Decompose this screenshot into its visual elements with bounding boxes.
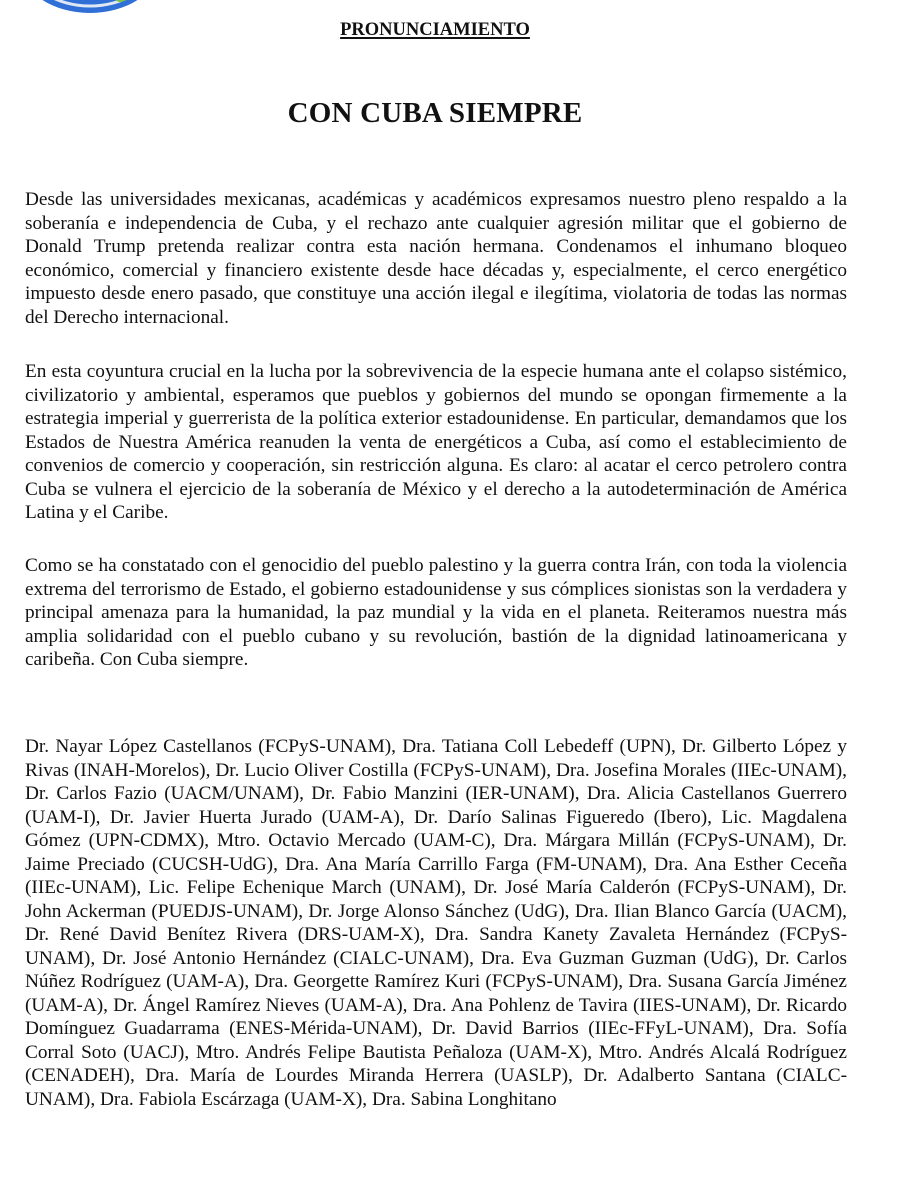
paragraph-3: Como se ha constatado con el genocidio del pueblo palestino y la guerra contra Irán, con toda la violencia extrema del terrorismo de Estado, el gobierno estadounidense y sus cómplices sionistas son la verdadera y principal amenaza para la humanidad, la paz mundial y la vida en el planeta. Reiteramos nuestra más amplia solidaridad con el pueblo cubano y su revolución, bastión de la dignidad latinoamericana y caribeña. Con Cuba siempre.	[25, 555, 847, 670]
document-label: PRONUNCIAMIENTO	[340, 20, 530, 40]
institution-logo-icon	[20, 0, 160, 16]
paragraph-1: Desde las universidades mexicanas, académicas y académicos expresamos nuestro pleno respaldo a la soberanía e independencia de Cuba, y el rechazo ante cualquier agresión militar que el gobierno de Donald Trump pretenda realizar contra esta nación hermana. Condenamos el inhumano bloqueo económico, comercial y financiero existente desde hace décadas y, especialmente, el cerco energético impuesto desde enero pasado, que constituye una acción ilegal e ilegítima, violatoria de todas las normas del Derecho internacional.	[25, 189, 847, 328]
document-title: CON CUBA SIEMPRE	[287, 97, 583, 129]
signatories-list: Dr. Nayar López Castellanos (FCPyS-UNAM), Dra. Tatiana Coll Lebedeff (UPN), Dr. Gilberto López y Rivas (INAH-Morelos), Dr. Lucio Oliver Costilla (FCPyS-UNAM), Dra. Josefina Morales (IIEc-UNAM), Dr. Carlos Fazio (UACM/UNAM), Dr. Fabio Manzini (IER-UNAM), Dra. Alicia Castellanos Guerrero (UAM-I), Dr. Javier Huerta Jurado (UAM-A), Dr. Darío Salinas Figueredo (Ibero), Lic. Magdalena Gómez (UPN-CDMX), Mtro. Octavio Mercado (UAM-C), Dra. Márgara Millán (FCPyS-UNAM), Dr. Jaime Preciado (CUCSH-UdG), Dra. Ana María Carrillo Farga (FM-UNAM), Dra. Ana Esther Ceceña (IIEc-UNAM), Lic. Felipe Echenique March (UNAM), Dr. José María Calderón (FCPyS-UNAM), Dr. John Ackerman (PUEDJS-UNAM), Dr. Jorge Alonso Sánchez (UdG), Dra. Ilian Blanco García (UACM), Dr. René David Benítez Rivera (DRS-UAM-X), Dra. Sandra Kanety Zavaleta Hernández (FCPyS-UNAM), Dr. José Antonio Hernández (CIALC-UNAM), Dra. Eva Guzman Guzman (UdG), Dr. Carlos Núñez Rodríguez (UAM-A), Dra. Georgette Ramírez Kuri (FCPyS-UNAM), Dra. Susana García Jiménez (UAM-A), Dr. Ángel Ramírez Nieves (UAM-A), Dra. Ana Pohlenz de Tavira (IIES-UNAM), Dr. Ricardo Domínguez Guadarrama (ENES-Mérida-UNAM), Dr. David Barrios (IIEc-FFyL-UNAM), Dra. Sofía Corral Soto (UACJ), Mtro. Andrés Felipe Bautista Peñaloza (UAM-X), Mtro. Andrés Alcalá Rodríguez (CENADEH), Dra. María de Lourdes Miranda Herrera (UASLP), Dr. Adalberto Santana (CIALC-UNAM), Dra. Fabiola Escárzaga (UAM-X), Dra. Sabina Longhitano	[25, 736, 847, 1110]
paragraph-2: En esta coyuntura crucial en la lucha por la sobrevivencia de la especie humana ante el colapso sistémico, civilizatorio y ambiental, esperamos que pueblos y gobiernos del mundo se opongan firmemente a la estrategia imperial y guerrerista de la política exterior estadounidense. En particular, demandamos que los Estados de Nuestra América reanuden la venta de energéticos a Cuba, así como el establecimiento de convenios de comercio y cooperación, sin restricción alguna. Es claro: al acatar el cerco petrolero contra Cuba se vulnera el ejercicio de la soberanía de México y el derecho a la autodeterminación de América Latina y el Caribe.	[25, 361, 847, 523]
